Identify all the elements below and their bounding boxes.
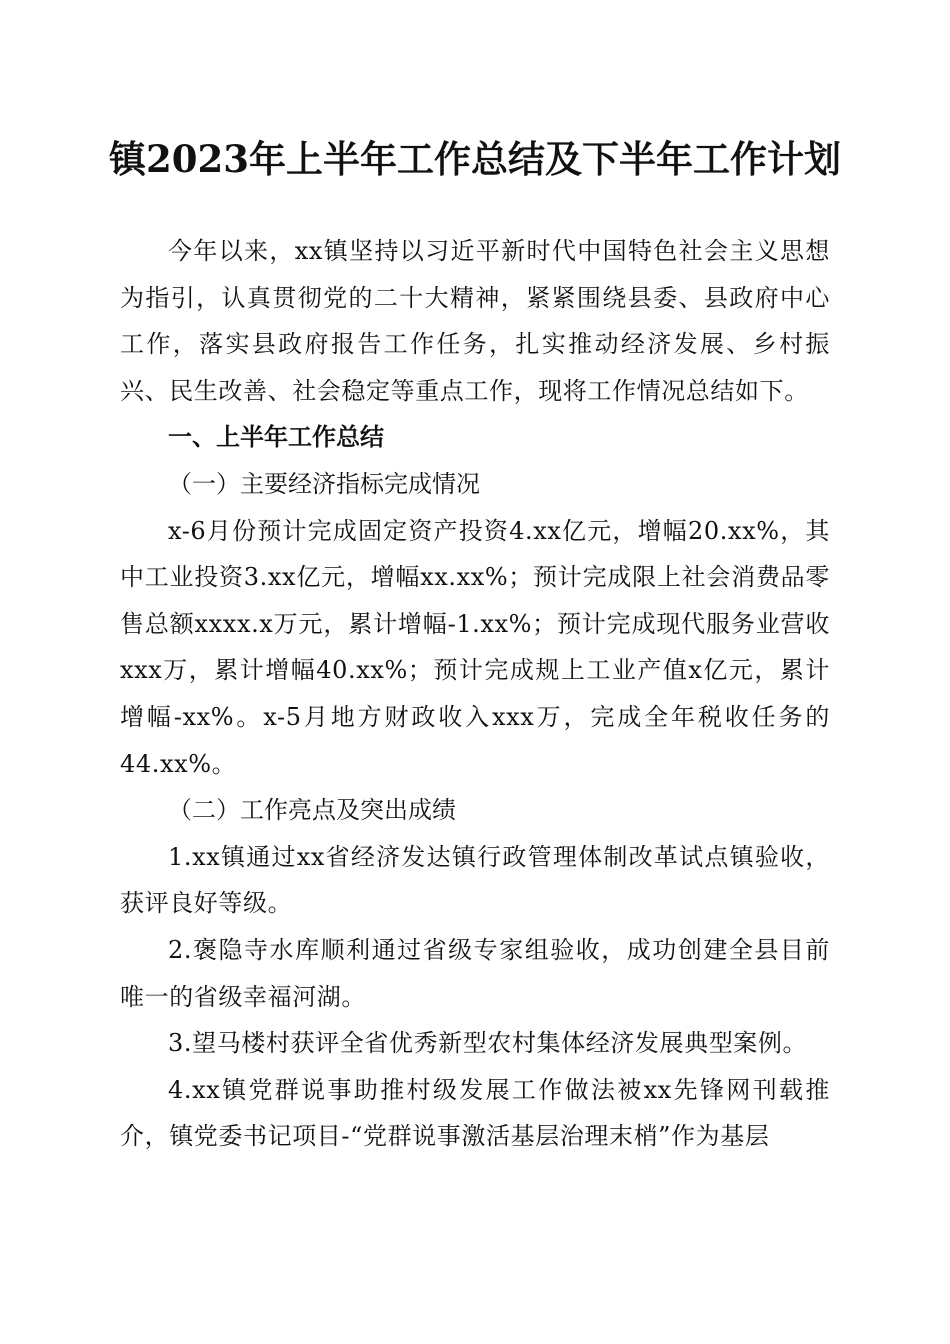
economic-indicators-paragraph: x-6月份预计完成固定资产投资4.xx亿元，增幅20.xx%，其中工业投资3.xx亿元，增幅xx.xx%；预计完成限上社会消费品零售总额xxxx.x万元，累计增幅-1.xx%；预计完成现代服务业营收xxx万，累计增幅40.xx%；预计完成规上工业产值x亿元，累计增幅-xx%。x-5月地方财政收入xxx万，完成全年税收任务的44.xx%。 bbox=[120, 516, 830, 778]
document-body bbox=[120, 228, 830, 1160]
document-title: 镇2023年上半年工作总结及下半年工作计划 bbox=[109, 137, 841, 181]
highlight-item-3: 3.望马楼村获评全省优秀新型农村集体经济发展典型案例。 bbox=[168, 1029, 808, 1058]
highlight-item-2: 2.褒隐寺水库顺利通过省级专家组验收，成功创建全县目前唯一的省级幸福河湖。 bbox=[120, 935, 830, 1011]
subsection-heading-2: （二）工作亮点及突出成绩 bbox=[168, 796, 456, 825]
intro-paragraph: 今年以来，xx镇坚持以习近平新时代中国特色社会主义思想为指引，认真贯彻党的二十大精神，紧紧围绕县委、县政府中心工作，落实县政府报告工作任务，扎实推动经济发展、乡村振兴、民生改善、社会稳定等重点工作，现将工作情况总结如下。 bbox=[120, 237, 830, 405]
subsection-heading-1: （一）主要经济指标完成情况 bbox=[168, 469, 480, 498]
section-heading-1: 一、上半年工作总结 bbox=[168, 423, 384, 452]
highlight-item-1: 1.xx镇通过xx省经济发达镇行政管理体制改革试点镇验收，获评良好等级。 bbox=[120, 842, 830, 918]
highlight-item-4: 4.xx镇党群说事助推村级发展工作做法被xx先锋网刊载推介，镇党委书记项目-“党群说事激活基层治理末梢”作为基层 bbox=[120, 1075, 830, 1151]
